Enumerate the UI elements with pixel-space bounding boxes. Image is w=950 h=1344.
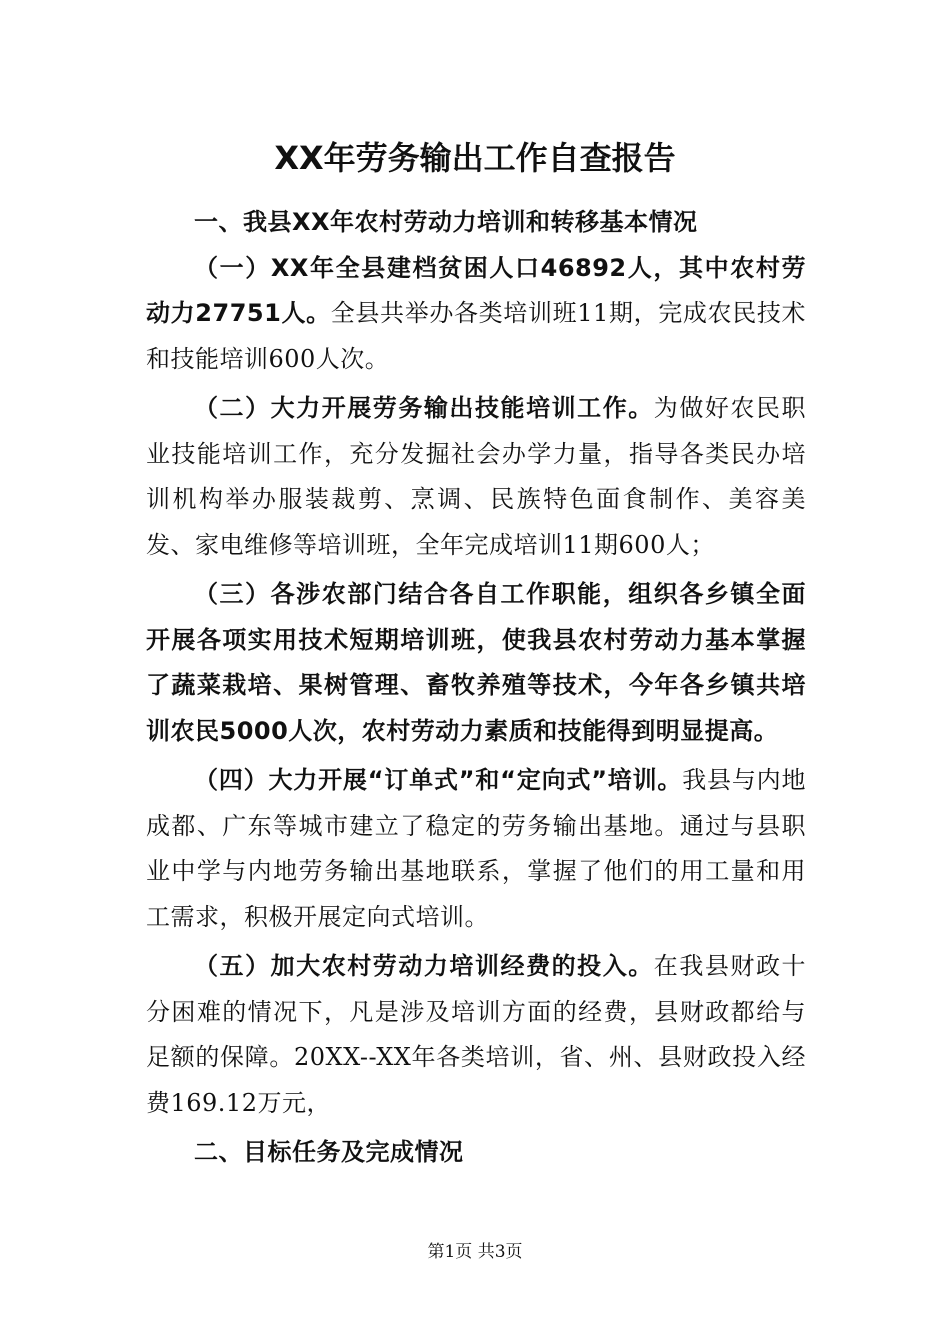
paragraph-2 <box>146 386 806 568</box>
paragraph-5-text: 在我县财政十分困难的情况下，凡是涉及培训方面的经费，县财政都给与足额的保障。20XX--XX年各类培训，省、州、县财政投入经费169.12万元， <box>146 952 806 1117</box>
paragraph-3-lead: （三）各涉农部门结合各自工作职能，组织各乡镇全面开展各项实用技术短期培训班，使我县农村劳动力基本掌握了蔬菜栽培、果树管理、畜牧养殖等技术，今年各乡镇共培训农民5000人次，农村劳动力素质和技能得到明显提高。 <box>146 580 806 745</box>
document-title: XX年劳务输出工作自查报告 <box>274 139 676 177</box>
paragraph-1-lead: （一）XX年全县建档贫困人口46892人，其中农村劳动力27751人。 <box>146 253 806 327</box>
document-body <box>146 200 806 1176</box>
paragraph-2-lead: （二）大力开展劳务输出技能培训工作。 <box>194 394 654 422</box>
section-heading-2: 二、目标任务及完成情况 <box>194 1138 464 1166</box>
section-heading-1: 一、我县XX年农村劳动力培训和转移基本情况 <box>194 208 698 236</box>
paragraph-1 <box>146 246 806 383</box>
paragraph-5 <box>146 944 806 1126</box>
paragraph-4-text: 我县与内地成都、广东等城市建立了稳定的劳务输出基地。通过与县职业中学与内地劳务输出基地联系，掌握了他们的用工量和用工需求，积极开展定向式培训。 <box>146 766 806 931</box>
paragraph-1-text: 全县共举办各类培训班11期，完成农民技术和技能培训600人次。 <box>146 299 806 373</box>
paragraph-3 <box>146 572 806 754</box>
paragraph-4-lead: （四）大力开展“订单式”和“定向式”培训。 <box>194 766 683 794</box>
page-footer: 第1页 共3页 <box>427 1242 523 1262</box>
paragraph-2-text: 为做好农民职业技能培训工作，充分发掘社会办学力量，指导各类民办培训机构举办服装裁剪、烹调、民族特色面食制作、美容美发、家电维修等培训班，全年完成培训11期600人； <box>146 394 806 559</box>
paragraph-5-lead: （五）加大农村劳动力培训经费的投入。 <box>194 952 654 980</box>
paragraph-4 <box>146 758 806 940</box>
